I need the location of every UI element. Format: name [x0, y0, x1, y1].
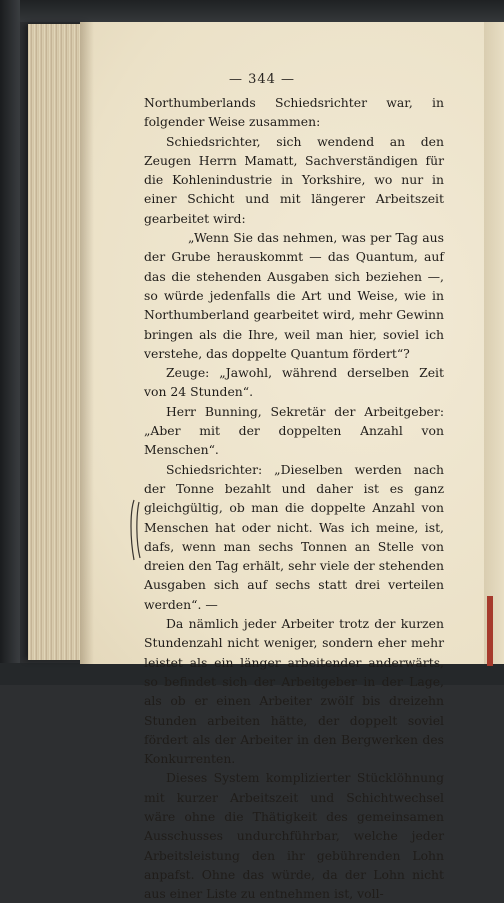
paragraph: Schiedsrichter, sich wendend an den Zeugen Herrn Mamatt, Sachverständigen für die Kohlenindustrie in Yorkshire, wo nur in einer Schicht und mit längerer Arbeitszeit gearbeitet wird: — [144, 133, 444, 226]
pencil-margin-mark — [128, 498, 146, 562]
scan-backdrop-top — [0, 0, 504, 22]
paragraph: Zeuge: „Jawohl, während derselben Zeit von 24 Stunden“. — [144, 365, 444, 400]
paragraph: Da nämlich jeder Arbeiter trotz der kurzen Stundenzahl nicht weniger, sondern eher mehr leistet als ein länger arbeitender anderwärts, so befindet sich der Arbeitgeber in der Lage, als ob er einen Arbeiter zwölf bis dreizehn Stunden arbeiten hätte, der doppelt soviel fördert als der Arbeiter in den Bergwerken des Konkurrenten. — [144, 616, 444, 767]
paragraph: Schiedsrichter: „Dieselben werden nach der Tonne bezahlt und daher ist es ganz gleichgültig, ob man die doppelte Anzahl von Menschen hat oder nicht. Was ich meine, ist, dafs, wenn man sechs Tonnen an Stelle von dreien den Tag erhält, sehr viele der stehenden Ausgaben sich auf sechs statt drei verteilen werden“. — — [144, 461, 444, 612]
body-text — [144, 93, 444, 903]
scan-backdrop-left — [0, 0, 20, 685]
paragraph: Dieses System komplizierter Stücklöhnung mit kurzer Arbeitszeit und Schichtwechsel wäre ohne die Thätigkeit des gemeinsamen Ausschusses undurchführbar, welche jeder Arbeitsleistung den ihr gebührenden Lohn anpafst. Ohne das würde, da der Lohn nicht aus einer Liste zu entnehmen ist, voll- — [144, 770, 444, 902]
page-number: — 344 — — [228, 72, 296, 87]
bookmark-ribbon — [487, 596, 493, 666]
paragraph: „Wenn Sie das nehmen, was per Tag aus der Grube herauskommt — das Quantum, auf das die stehenden Ausgaben sich beziehen —, so würde jedenfalls die Art und Weise, wie in Northumberland gearbeitet wird, mehr Gewinn bringen als die Ihre, weil man hier, soviel ich verstehe, das doppelte Quantum fördert“? — [144, 230, 444, 361]
paragraph: Northumberlands Schiedsrichter war, in folgender Weise zusammen: — [144, 95, 444, 130]
page-right-edge — [484, 22, 504, 664]
page-gutter-shadow — [80, 22, 94, 664]
paragraph: Herr Bunning, Sekretär der Arbeitgeber: „Aber mit der doppelten Anzahl von Menschen“. — [144, 403, 444, 458]
book-page-edges — [28, 24, 88, 660]
